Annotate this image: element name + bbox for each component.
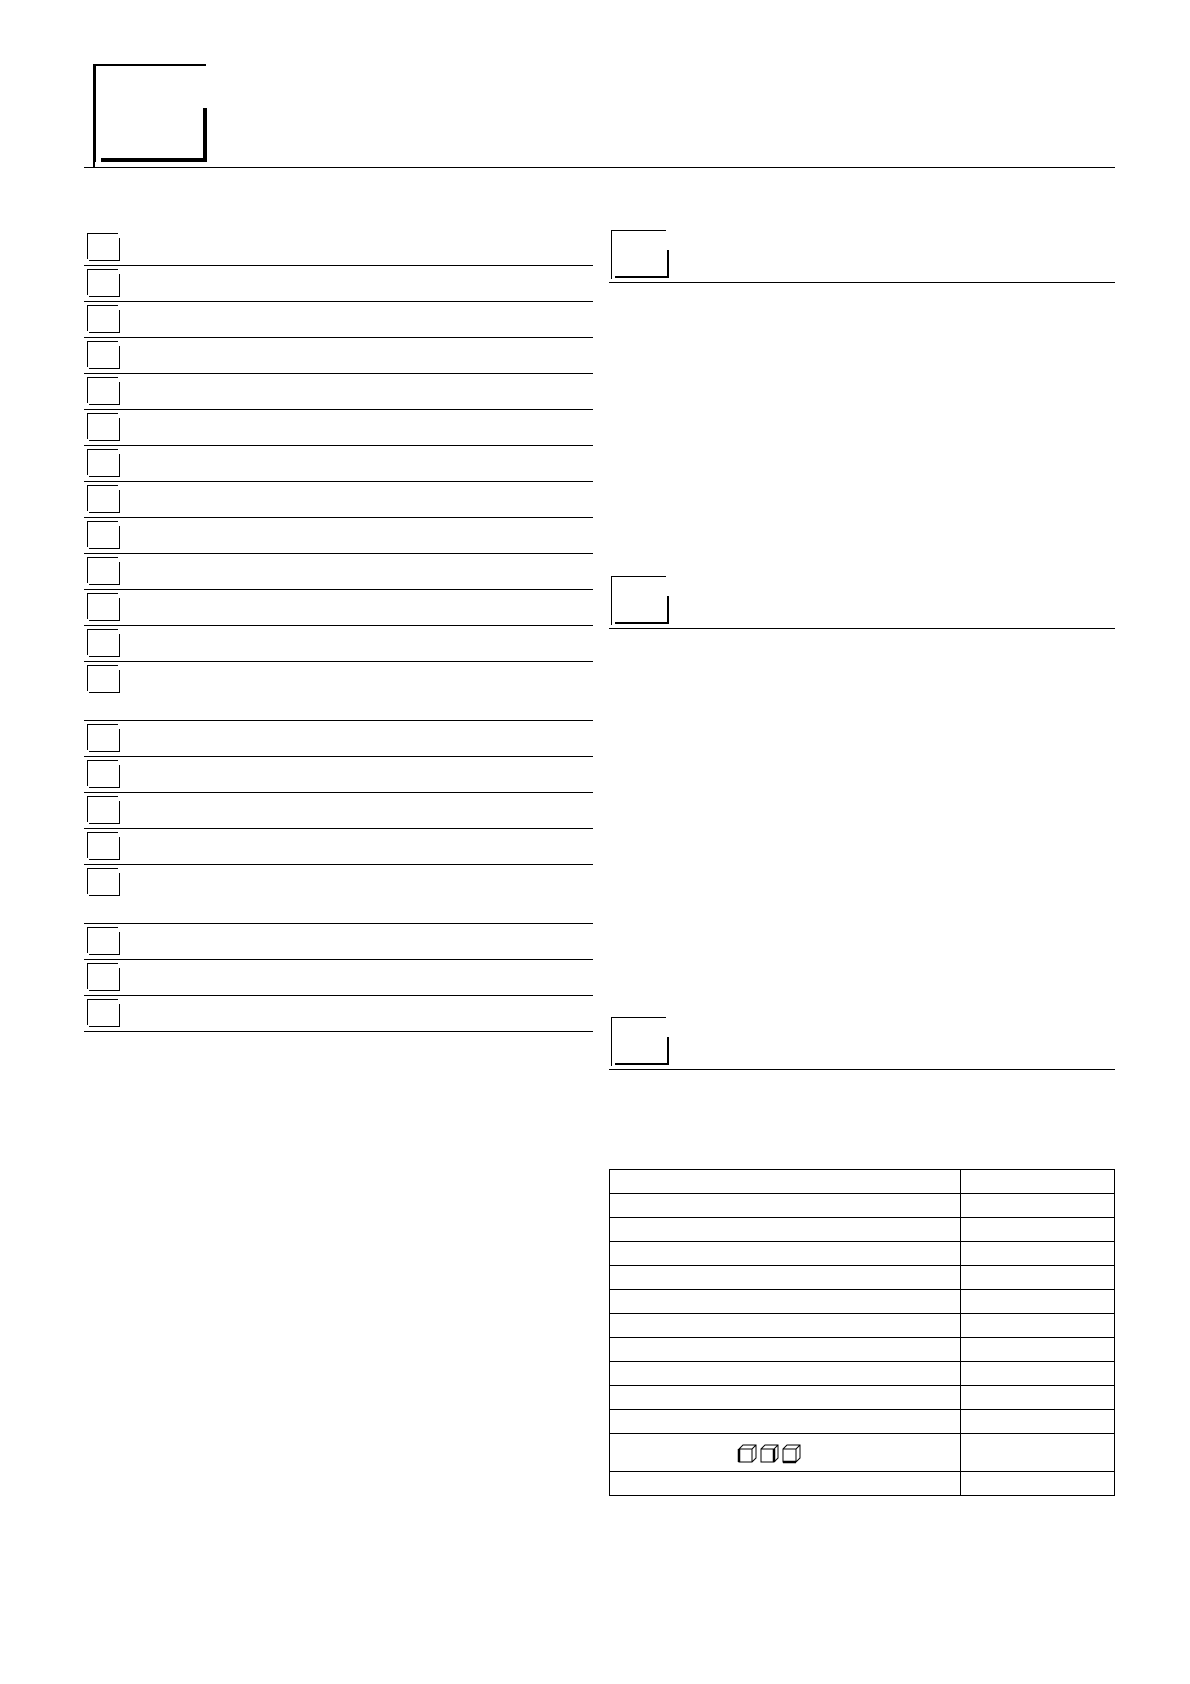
table-row xyxy=(610,1170,1115,1194)
list-item-box-icon xyxy=(87,557,119,582)
table-cell-value xyxy=(961,1194,1115,1218)
table-cell-value xyxy=(961,1472,1115,1496)
list-item-box-icon xyxy=(87,796,119,821)
section-1-box-icon xyxy=(611,230,669,278)
table-row xyxy=(610,1338,1115,1362)
list-item-box-icon xyxy=(87,760,119,785)
list-item xyxy=(84,662,593,721)
left-item-list xyxy=(84,230,593,1032)
list-item xyxy=(84,446,593,482)
table-cell-label xyxy=(610,1218,961,1242)
section-3-box-icon xyxy=(611,1017,669,1065)
table-row xyxy=(610,1386,1115,1410)
table-cell-label xyxy=(610,1170,961,1194)
table-row xyxy=(610,1472,1115,1496)
table-cell-value xyxy=(961,1434,1115,1472)
section-head-3 xyxy=(609,1017,1115,1070)
table-row xyxy=(610,1434,1115,1472)
list-item xyxy=(84,757,593,793)
table-cell-value xyxy=(961,1362,1115,1386)
cube-icon xyxy=(759,1443,780,1464)
table-cell-label xyxy=(610,1194,961,1218)
table-row xyxy=(610,1266,1115,1290)
list-item xyxy=(84,721,593,757)
section-head-2 xyxy=(609,576,1115,629)
table-cell-value xyxy=(961,1410,1115,1434)
list-item xyxy=(84,793,593,829)
table-row xyxy=(610,1410,1115,1434)
table-cell-label xyxy=(610,1314,961,1338)
list-item-box-icon xyxy=(87,305,119,330)
table-row xyxy=(610,1362,1115,1386)
list-item-box-icon xyxy=(87,927,119,952)
list-item xyxy=(84,554,593,590)
list-item xyxy=(84,829,593,865)
table-cell-label xyxy=(610,1242,961,1266)
header-logo-bracket xyxy=(93,64,211,168)
list-item xyxy=(84,410,593,446)
list-item-box-icon xyxy=(87,832,119,857)
table-cell-label xyxy=(610,1386,961,1410)
cube-icon xyxy=(781,1443,802,1464)
table-cell-label xyxy=(610,1472,961,1496)
table-row xyxy=(610,1290,1115,1314)
list-item-box-icon xyxy=(87,233,119,258)
table-cell-value xyxy=(961,1314,1115,1338)
table-cell-label xyxy=(610,1266,961,1290)
list-item xyxy=(84,996,593,1032)
table-cell-value xyxy=(961,1338,1115,1362)
table-cell-label xyxy=(610,1362,961,1386)
list-item xyxy=(84,960,593,996)
cube-icon xyxy=(737,1443,758,1464)
table-cell-label xyxy=(610,1338,961,1362)
list-item-box-icon xyxy=(87,724,119,749)
list-item-box-icon xyxy=(87,521,119,546)
table-cell-value xyxy=(961,1386,1115,1410)
table-row xyxy=(610,1242,1115,1266)
table-cell-value xyxy=(961,1170,1115,1194)
table-row xyxy=(610,1218,1115,1242)
list-item-box-icon xyxy=(87,485,119,510)
spec-table xyxy=(609,1169,1115,1496)
list-item xyxy=(84,626,593,662)
table-cell-value xyxy=(961,1266,1115,1290)
table-cell-label xyxy=(610,1434,961,1472)
table-row xyxy=(610,1194,1115,1218)
list-item-box-icon xyxy=(87,999,119,1024)
list-item xyxy=(84,302,593,338)
list-item xyxy=(84,482,593,518)
list-item-box-icon xyxy=(87,868,119,893)
header-rule xyxy=(84,167,1115,168)
table-row xyxy=(610,1314,1115,1338)
list-item xyxy=(84,374,593,410)
list-item xyxy=(84,338,593,374)
list-item-box-icon xyxy=(87,377,119,402)
list-item-box-icon xyxy=(87,593,119,618)
table-cell-label xyxy=(610,1410,961,1434)
list-item xyxy=(84,865,593,924)
list-item-box-icon xyxy=(87,629,119,654)
table-cell-label xyxy=(610,1290,961,1314)
list-item xyxy=(84,230,593,266)
list-item xyxy=(84,924,593,960)
list-item xyxy=(84,590,593,626)
table-cell-value xyxy=(961,1242,1115,1266)
section-2-box-icon xyxy=(611,576,669,624)
list-item xyxy=(84,266,593,302)
table-cell-value xyxy=(961,1218,1115,1242)
section-head-1 xyxy=(609,230,1115,283)
list-item-box-icon xyxy=(87,665,119,690)
list-item-box-icon xyxy=(87,269,119,294)
list-item-box-icon xyxy=(87,341,119,366)
list-item xyxy=(84,518,593,554)
list-item-box-icon xyxy=(87,963,119,988)
table-cell-value xyxy=(961,1290,1115,1314)
list-item-box-icon xyxy=(87,449,119,474)
list-item-box-icon xyxy=(87,413,119,438)
